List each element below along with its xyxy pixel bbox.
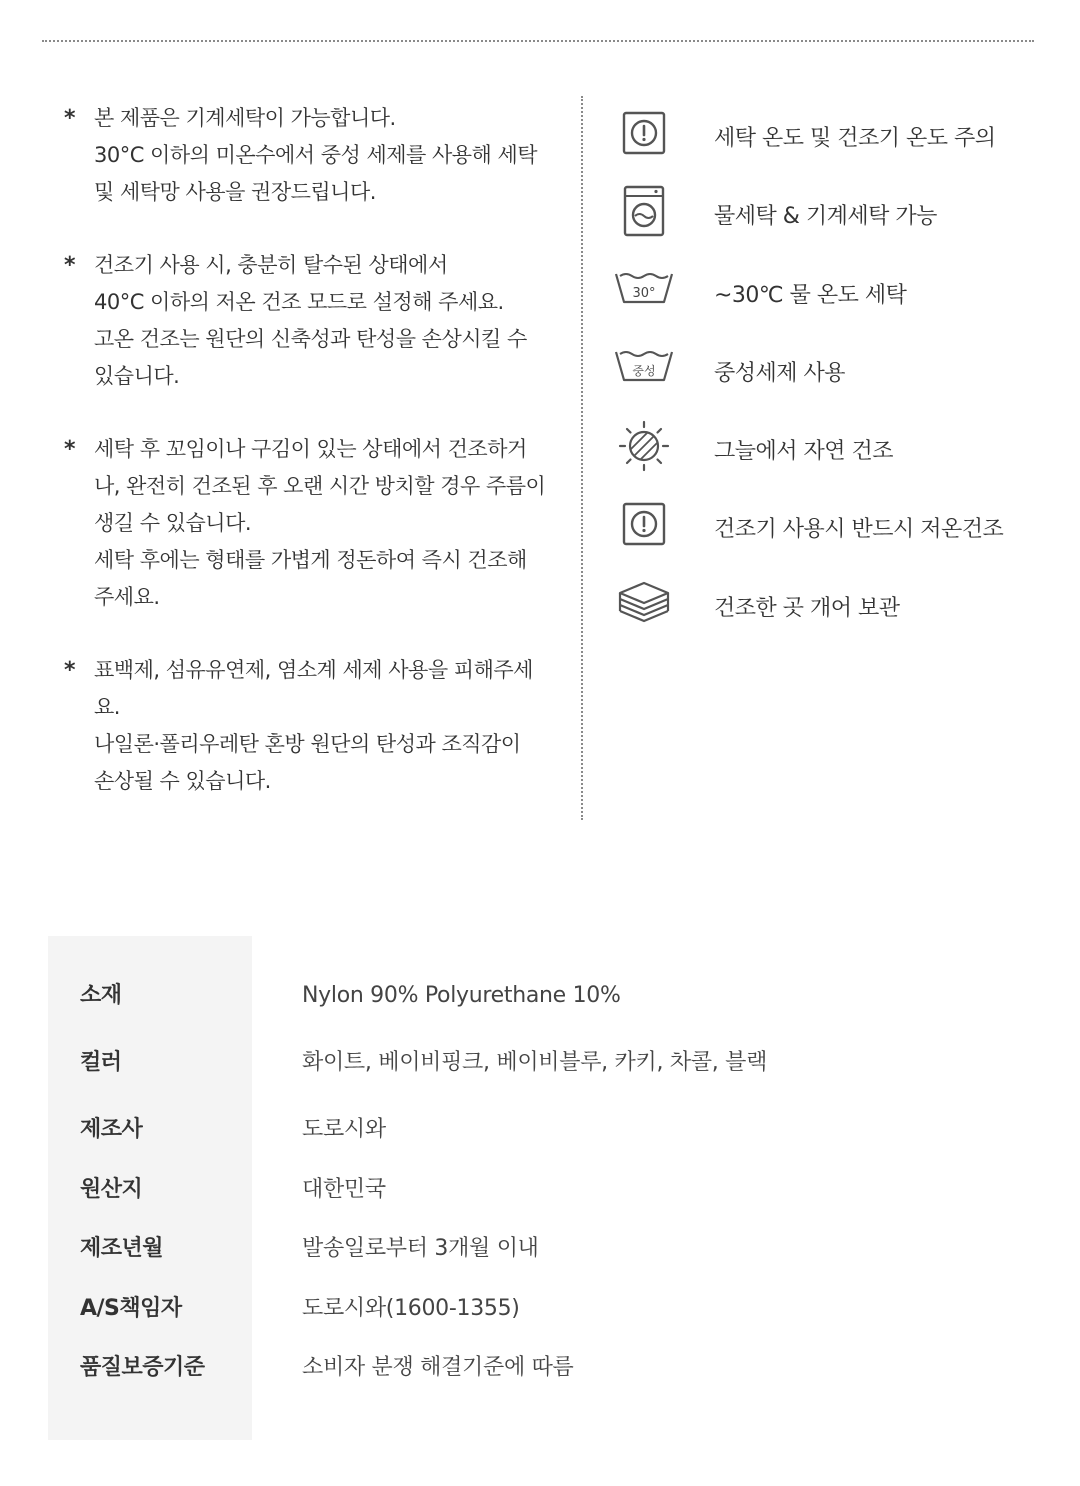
product-spec-table bbox=[48, 936, 948, 1440]
care-symbol-item bbox=[612, 179, 1052, 257]
folded-storage-icon bbox=[612, 571, 676, 635]
care-symbol-label: ~30℃ 물 온도 세탁 bbox=[714, 282, 907, 308]
care-symbol-item bbox=[612, 101, 1052, 179]
note-line: 본 제품은 기계세탁이 가능합니다. bbox=[94, 106, 396, 130]
care-symbol-label: 그늘에서 자연 건조 bbox=[714, 439, 894, 465]
spec-key: 제조사 bbox=[80, 1117, 143, 1142]
spec-row bbox=[48, 1110, 948, 1150]
spec-row bbox=[48, 1289, 948, 1329]
note-line: 표백제, 섬유유연제, 염소계 세제 사용을 피해주세 bbox=[94, 658, 533, 682]
care-note bbox=[64, 652, 564, 800]
spec-row bbox=[48, 976, 948, 1016]
note-line: 생길 수 있습니다. bbox=[94, 511, 252, 535]
care-symbol-item bbox=[612, 571, 1052, 649]
care-symbol-label: 건조기 사용시 반드시 저온건조 bbox=[714, 517, 1004, 543]
spec-key: 원산지 bbox=[80, 1177, 143, 1202]
wash-30-icon bbox=[612, 258, 676, 322]
care-symbol-label: 건조한 곳 개어 보관 bbox=[714, 595, 900, 621]
top-dotted-divider bbox=[42, 40, 1034, 42]
note-line: 나, 완전히 건조된 후 오랜 시간 방치할 경우 주름이 bbox=[94, 474, 546, 498]
wash-temp-text: 30° bbox=[632, 285, 656, 301]
spec-value: 소비자 분쟁 해결기준에 따름 bbox=[302, 1355, 574, 1380]
note-line: 30°C 이하의 미온수에서 중성 세제를 사용해 세탁 bbox=[94, 143, 538, 167]
care-symbol-label: 세탁 온도 및 건조기 온도 주의 bbox=[714, 126, 996, 151]
spec-key: 제조년월 bbox=[80, 1236, 164, 1261]
care-symbol-label: 중성세제 사용 bbox=[714, 360, 846, 386]
spec-key: 품질보증기준 bbox=[80, 1355, 205, 1380]
washing-machine-icon bbox=[612, 179, 676, 243]
spec-value: 도로시와 bbox=[302, 1117, 386, 1142]
spec-row bbox=[48, 1229, 948, 1269]
caution-icon bbox=[612, 492, 676, 556]
care-symbol-item bbox=[612, 492, 1052, 570]
note-line: 세탁 후 꼬임이나 구김이 있는 상태에서 건조하거 bbox=[94, 437, 527, 461]
shade-dry-icon bbox=[612, 414, 676, 478]
care-note bbox=[64, 100, 564, 211]
spec-value: 도로시와(1600-1355) bbox=[302, 1296, 520, 1321]
care-notes bbox=[64, 100, 564, 836]
note-bullet: * bbox=[64, 658, 76, 683]
note-line: 40°C 이하의 저온 건조 모드로 설정해 주세요. bbox=[94, 290, 504, 314]
spec-row bbox=[48, 1348, 948, 1388]
spec-key: 소재 bbox=[80, 983, 122, 1008]
note-line: 세탁 후에는 형태를 가볍게 정돈하여 즉시 건조해 bbox=[94, 548, 527, 572]
note-line: 있습니다. bbox=[94, 364, 180, 388]
spec-value: 대한민국 bbox=[302, 1177, 386, 1202]
note-line: 주세요. bbox=[94, 585, 160, 609]
note-line: 및 세탁망 사용을 권장드립니다. bbox=[94, 180, 376, 204]
detergent-text: 중성 bbox=[632, 363, 656, 378]
vertical-dotted-divider bbox=[581, 96, 583, 820]
note-bullet: * bbox=[64, 437, 76, 462]
care-symbol-label: 물세탁 & 기계세탁 가능 bbox=[714, 204, 937, 230]
note-line: 나일론·폴리우레탄 혼방 원단의 탄성과 조직감이 bbox=[94, 732, 521, 756]
neutral-detergent-icon bbox=[612, 336, 676, 400]
spec-value: 화이트, 베이비핑크, 베이비블루, 카키, 차콜, 블랙 bbox=[302, 1050, 768, 1075]
caution-icon bbox=[612, 101, 676, 165]
care-symbol-item bbox=[612, 414, 1052, 492]
spec-value: 발송일로부터 3개월 이내 bbox=[302, 1236, 539, 1261]
spec-value: Nylon 90% Polyurethane 10% bbox=[302, 983, 621, 1008]
care-symbol-item bbox=[612, 258, 1052, 336]
care-note bbox=[64, 247, 564, 395]
note-line: 요. bbox=[94, 695, 120, 719]
note-bullet: * bbox=[64, 253, 76, 278]
care-note bbox=[64, 431, 564, 616]
note-line: 손상될 수 있습니다. bbox=[94, 769, 271, 793]
care-symbols bbox=[612, 101, 1052, 649]
spec-row bbox=[48, 1170, 948, 1210]
spec-key: 컬러 bbox=[80, 1050, 122, 1075]
care-symbol-item bbox=[612, 336, 1052, 414]
spec-key: A/S책임자 bbox=[80, 1296, 182, 1321]
spec-row bbox=[48, 1043, 948, 1083]
note-line: 건조기 사용 시, 충분히 탈수된 상태에서 bbox=[94, 253, 448, 277]
note-bullet: * bbox=[64, 106, 76, 131]
note-line: 고온 건조는 원단의 신축성과 탄성을 손상시킬 수 bbox=[94, 327, 527, 351]
